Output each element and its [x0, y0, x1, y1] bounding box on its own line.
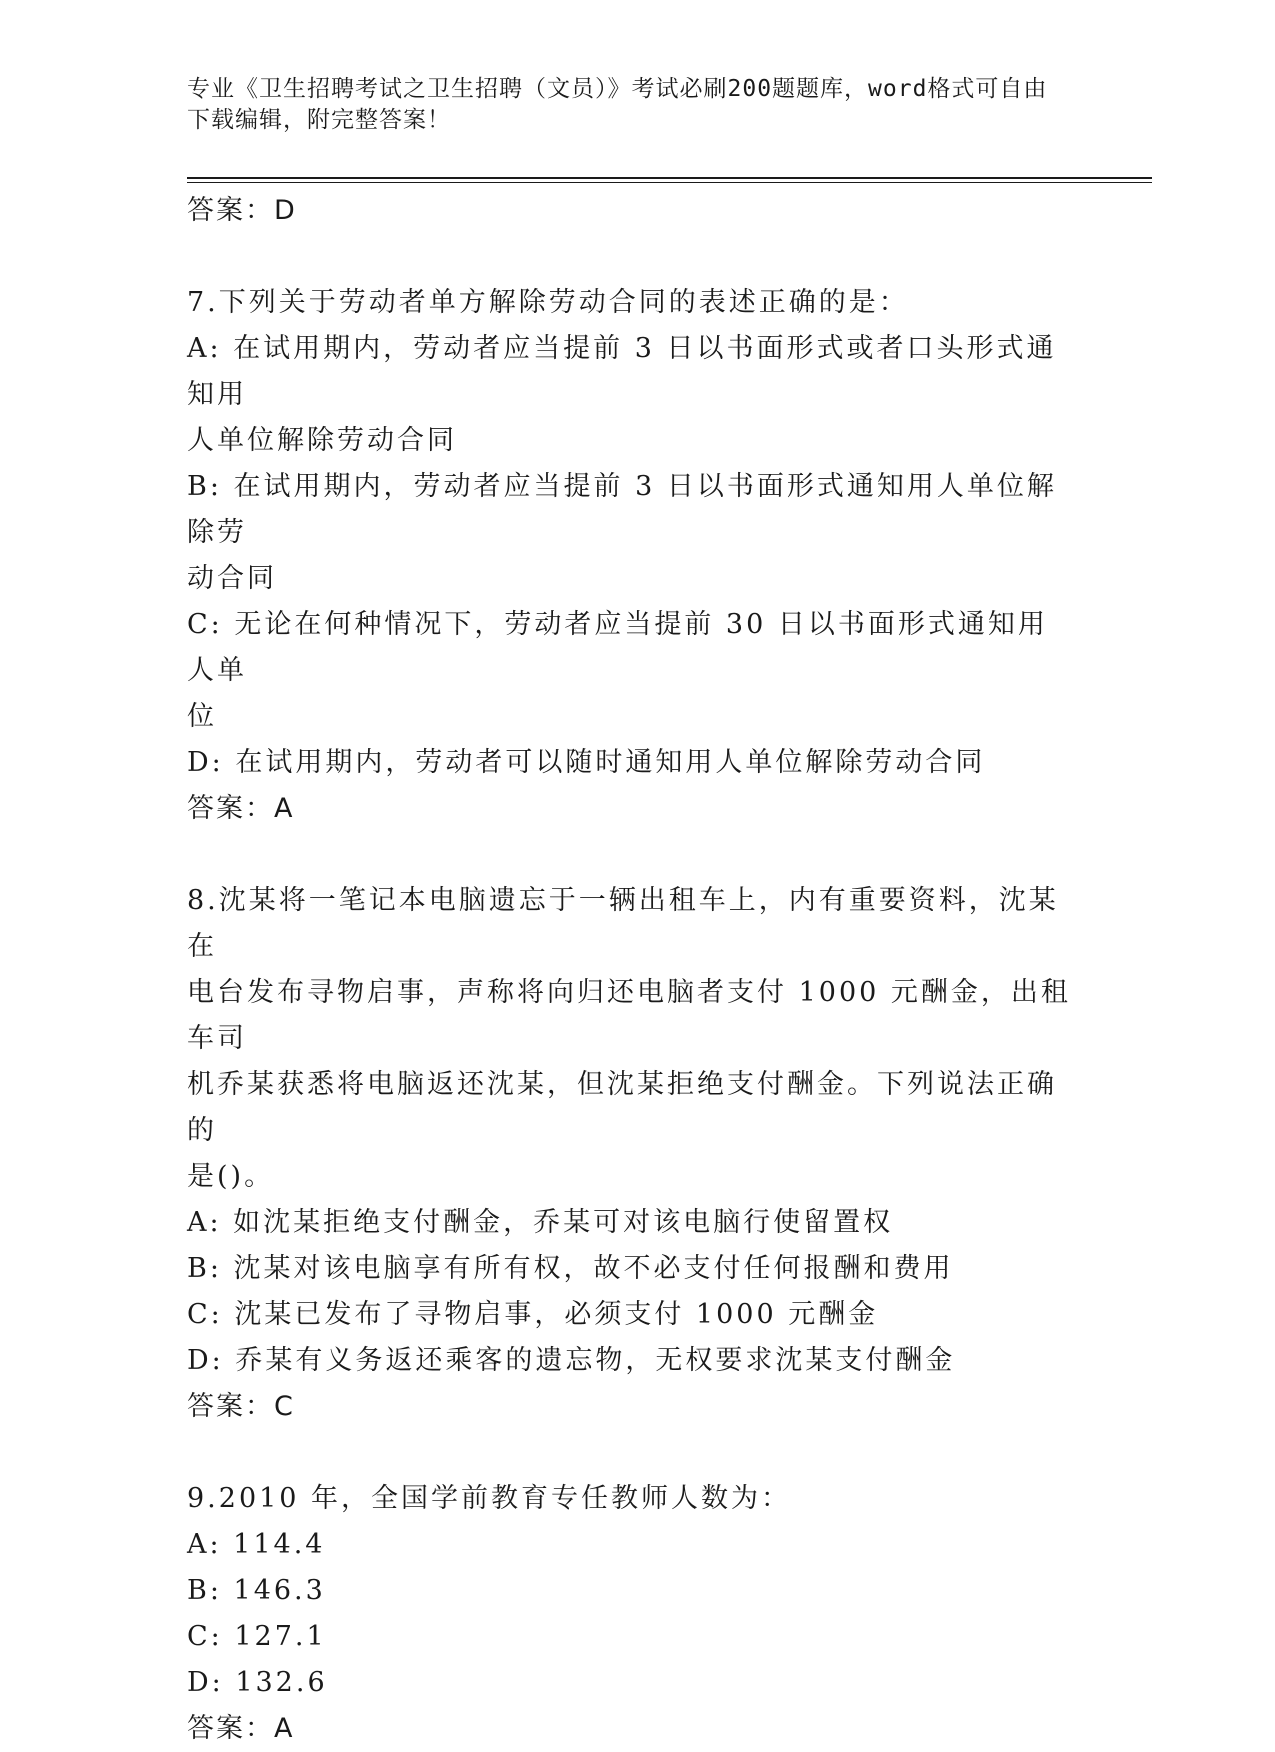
question-list: [187, 188, 1077, 1752]
option-a-cont: 人单位解除劳动合同: [187, 425, 457, 456]
header-rule-thin: [187, 182, 1152, 183]
question-stem-cont: 机乔某获悉将电脑返还沈某，但沈某拒绝支付酬金。下列说法正确的: [187, 1069, 1057, 1146]
option-c-cont: 位: [187, 701, 217, 732]
option-b: B: 沈某对该电脑享有所有权，故不必支付任何报酬和费用: [187, 1253, 954, 1284]
spacer: [187, 832, 1077, 878]
question-stem-cont: 电台发布寻物启事，声称将向归还电脑者支付 1000 元酬金，出租车司: [187, 977, 1071, 1054]
question-stem: 7.下列关于劳动者单方解除劳动合同的表述正确的是：: [187, 287, 909, 318]
question-stem-cont: 是()。: [187, 1161, 275, 1192]
answer-line: 答案：C: [187, 1391, 295, 1422]
question-stem: 9.2010 年，全国学前教育专任教师人数为：: [187, 1483, 792, 1514]
option-c: C: 沈某已发布了寻物启事，必须支付 1000 元酬金: [187, 1299, 879, 1330]
document-header: 专业《卫生招聘考试之卫生招聘（文员）》考试必刷200题题库，word格式可自由下载编辑，附完整答案！: [187, 76, 1048, 133]
option-c: C: 无论在何种情况下，劳动者应当提前 30 日以书面形式通知用人单: [187, 609, 1048, 686]
question-block: [187, 280, 1077, 832]
option-d: D: 乔某有义务返还乘客的遗忘物，无权要求沈某支付酬金: [187, 1345, 956, 1376]
option-b-cont: 动合同: [187, 563, 277, 594]
option-c: C: 127.1: [187, 1621, 327, 1652]
option-a: A: 如沈某拒绝支付酬金，乔某可对该电脑行使留置权: [187, 1207, 894, 1238]
answer-line: 答案：A: [187, 793, 295, 824]
question-stem: 8.沈某将一笔记本电脑遗忘于一辆出租车上，内有重要资料，沈某在: [187, 885, 1059, 962]
option-d: D: 在试用期内，劳动者可以随时通知用人单位解除劳动合同: [187, 747, 986, 778]
option-b: B: 146.3: [187, 1575, 326, 1606]
answer-line: 答案：A: [187, 1713, 295, 1744]
option-d: D: 132.6: [187, 1667, 328, 1698]
spacer: [187, 234, 1077, 280]
question-block: [187, 1476, 1077, 1752]
header-rule-thick: [187, 177, 1152, 179]
answer-line: 答案：D: [187, 195, 297, 226]
option-b: B: 在试用期内，劳动者应当提前 3 日以书面形式通知用人单位解除劳: [187, 471, 1057, 548]
option-a: A: 114.4: [187, 1529, 326, 1560]
option-a: A: 在试用期内，劳动者应当提前 3 日以书面形式或者口头形式通知用: [187, 333, 1057, 410]
question-block: [187, 878, 1077, 1430]
spacer: [187, 1430, 1077, 1476]
